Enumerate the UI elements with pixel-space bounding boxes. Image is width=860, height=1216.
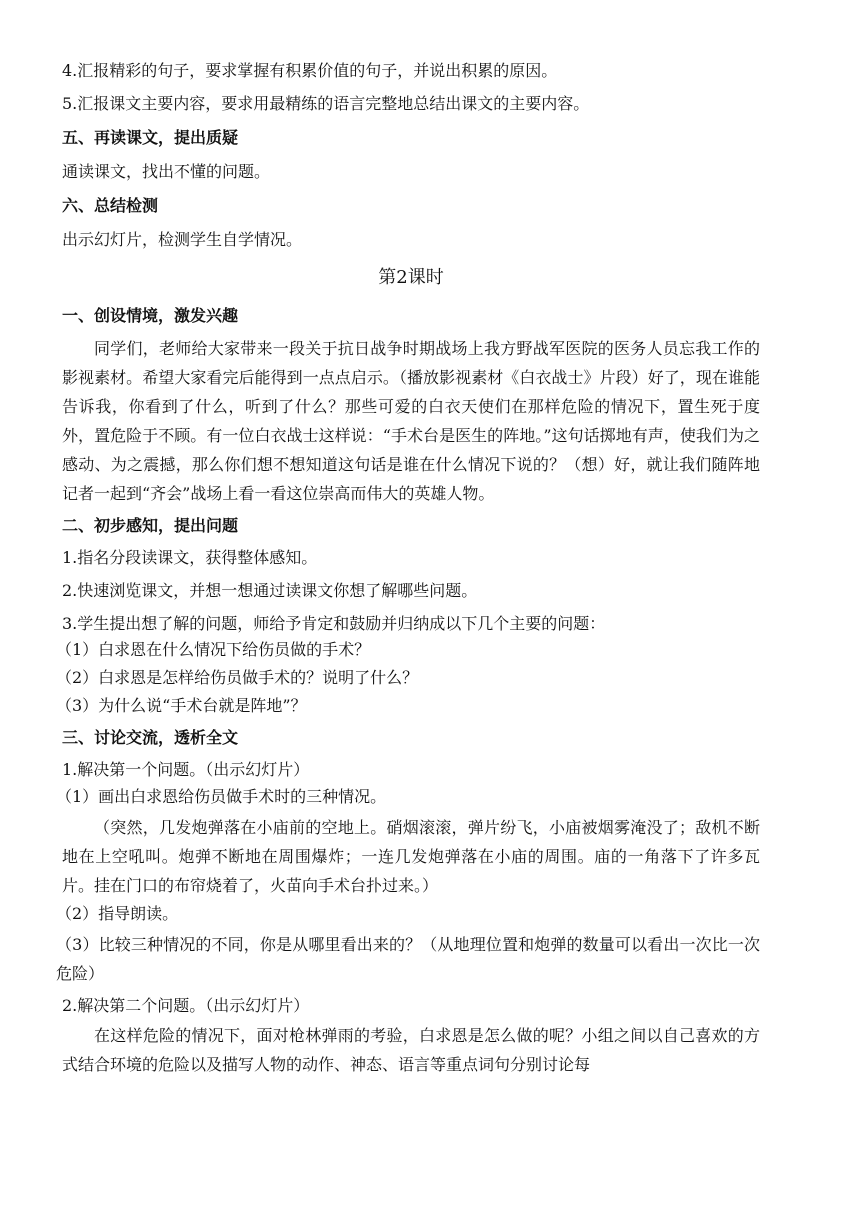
question-1: （1）白求恩在什么情况下给伤员做的手术？ bbox=[56, 640, 371, 659]
task-1-sub-3: （3）比较三种情况的不同，你是从哪里看出来的？（从地理位置和炮弹的数量可以看出一次比一次危险） bbox=[56, 935, 760, 983]
step-3: 3.学生提出想了解的问题，师给予肯定和鼓励并归纳成以下几个主要的问题： bbox=[62, 614, 606, 633]
section-heading-6: 六、总结检测 bbox=[62, 196, 159, 215]
lesson2-intro-paragraph: 同学们，老师给大家带来一段关于抗日战争时期战场上我方野战军医院的医务人员忘我工作的影视素材。希望大家看完后能得到一点点启示。（播放影视素材《白衣战士》片段）好了，现在谁能告诉我，你看到了什么，听到了什么？那些可爱的白衣天使们在那样危险的情况下，置生死于度外，置危险于不顾。有一位白衣战士这样说：“手术台是医生的阵地。”这句话掷地有声，使我们为之感动、为之震撼，那么你们想不想知道这句话是谁在什么情况下说的？（想）好，就让我们随阵地记者一起到“齐会”战场上看一看这位崇高而伟大的英雄人物。 bbox=[62, 339, 760, 503]
lesson-title: 第2课时 bbox=[378, 267, 444, 288]
document-page bbox=[56, 60, 760, 1079]
step-2: 2.快速浏览课文，并想一想通过读课文你想了解哪些问题。 bbox=[62, 581, 478, 600]
task-2: 2.解决第二个问题。（出示幻灯片） bbox=[62, 996, 310, 1015]
lesson2-heading-1: 一、创设情境，激发兴趣 bbox=[62, 306, 239, 325]
lesson2-heading-2: 二、初步感知，提出问题 bbox=[62, 516, 239, 535]
step-1: 1.指名分段读课文，获得整体感知。 bbox=[62, 548, 318, 567]
item-4: 4.汇报精彩的句子，要求掌握有积累价值的句子，并说出积累的原因。 bbox=[62, 61, 558, 80]
section-6-text: 出示幻灯片，检测学生自学情况。 bbox=[62, 230, 303, 249]
question-2: （2）白求恩是怎样给伤员做手术的？说明了什么？ bbox=[56, 668, 419, 687]
task-2-paragraph: 在这样危险的情况下，面对枪林弹雨的考验，白求恩是怎么做的呢？小组之间以自己喜欢的方式结合环境的危险以及描写人物的动作、神态、语言等重点词句分别讨论每 bbox=[62, 1026, 760, 1074]
task-1-sub-1: （1）画出白求恩给伤员做手术时的三种情况。 bbox=[56, 787, 387, 806]
lesson2-heading-3: 三、讨论交流，透析全文 bbox=[62, 728, 239, 747]
section-5-text: 通读课文，找出不懂的问题。 bbox=[62, 162, 271, 181]
section-heading-5: 五、再读课文，提出质疑 bbox=[62, 128, 239, 147]
question-3: （3）为什么说“手术台就是阵地”？ bbox=[56, 696, 307, 715]
item-5: 5.汇报课文主要内容，要求用最精练的语言完整地总结出课文的主要内容。 bbox=[62, 94, 590, 113]
task-1-quote: （突然，几发炮弹落在小庙前的空地上。硝烟滚滚，弹片纷飞，小庙被烟雾淹没了；敌机不断地在上空吼叫。炮弹不断地在周围爆炸；一连几发炮弹落在小庙的周围。庙的一角落下了许多瓦片。挂在门口的布帘烧着了，火苗向手术台扑过来。） bbox=[62, 818, 760, 895]
task-1-sub-2: （2）指导朗读。 bbox=[56, 904, 179, 923]
task-1: 1.解决第一个问题。（出示幻灯片） bbox=[62, 760, 310, 779]
